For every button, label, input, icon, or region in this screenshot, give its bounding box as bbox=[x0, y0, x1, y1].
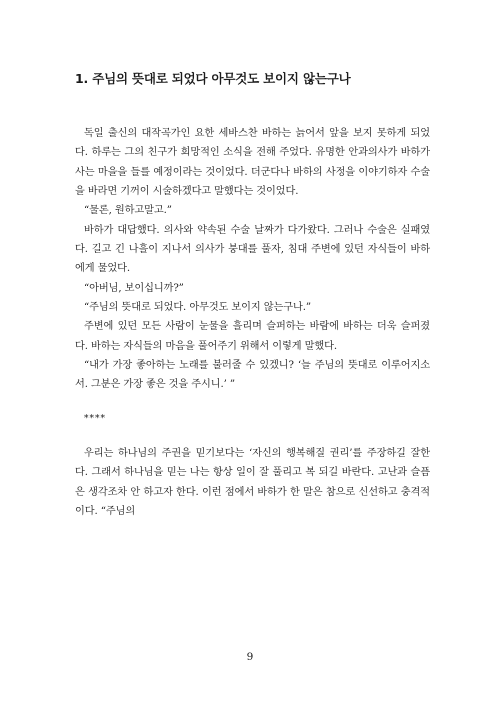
chapter-heading: 1. 주님의 뜻대로 되었다 아무것도 보이지 않는구나 bbox=[75, 71, 351, 86]
body-text bbox=[75, 124, 430, 521]
paragraph: 우리는 하나님의 주권을 믿기보다는 ‘자신의 행복해질 권리’를 주장하길 잘한다. 그래서 하나님을 믿는 나는 항상 일이 잘 풀리고 복 되길 바란다. 고난과 슬픔은 생각조차 안 하고자 한다. 이런 점에서 바하가 한 말은 참으로 신선하고 충격적이다. “주님의 bbox=[75, 447, 430, 517]
paragraph: 주변에 있던 모든 사람이 눈물을 흘리며 슬퍼하는 바람에 바하는 더욱 슬퍼졌다. 바하는 자식들의 마음을 풀어주기 위해서 이렇게 말했다. bbox=[75, 321, 430, 352]
page-number: 9 bbox=[246, 651, 254, 663]
paragraph: “아버님, 보이십니까?” bbox=[84, 282, 184, 294]
paragraph: “내가 가장 좋아하는 노래를 불러줄 수 있겠니? ‘늘 주님의 뜻대로 이루어지소서. 그분은 가장 좋은 것을 주시니.’ ” bbox=[75, 360, 430, 391]
section-separator: **** bbox=[84, 413, 106, 424]
paragraph: “물론, 원하고말고.” bbox=[84, 205, 172, 217]
paragraph: 독일 출신의 대작곡가인 요한 세바스찬 바하는 늙어서 앞을 보지 못하게 되었다. 하루는 그의 친구가 희망적인 소식을 전해 주었다. 유명한 안과의사가 바하가 사는 마을을 들를 예정이라는 것이었다. 더군다나 바하의 사정을 이야기하자 수술을 바라면 기꺼이 시술하겠다고 말했다는 것이었다. bbox=[75, 128, 430, 198]
paragraph: “주님의 뜻대로 되었다. 아무것도 보이지 않는구나.” bbox=[84, 302, 312, 314]
paragraph: 바하가 대답했다. 의사와 약속된 수술 날짜가 다가왔다. 그러나 수술은 실패였다. 길고 긴 나흘이 지나서 의사가 붕대를 풀자, 침대 주변에 있던 자식들이 바하에게 물었다. bbox=[75, 224, 430, 275]
